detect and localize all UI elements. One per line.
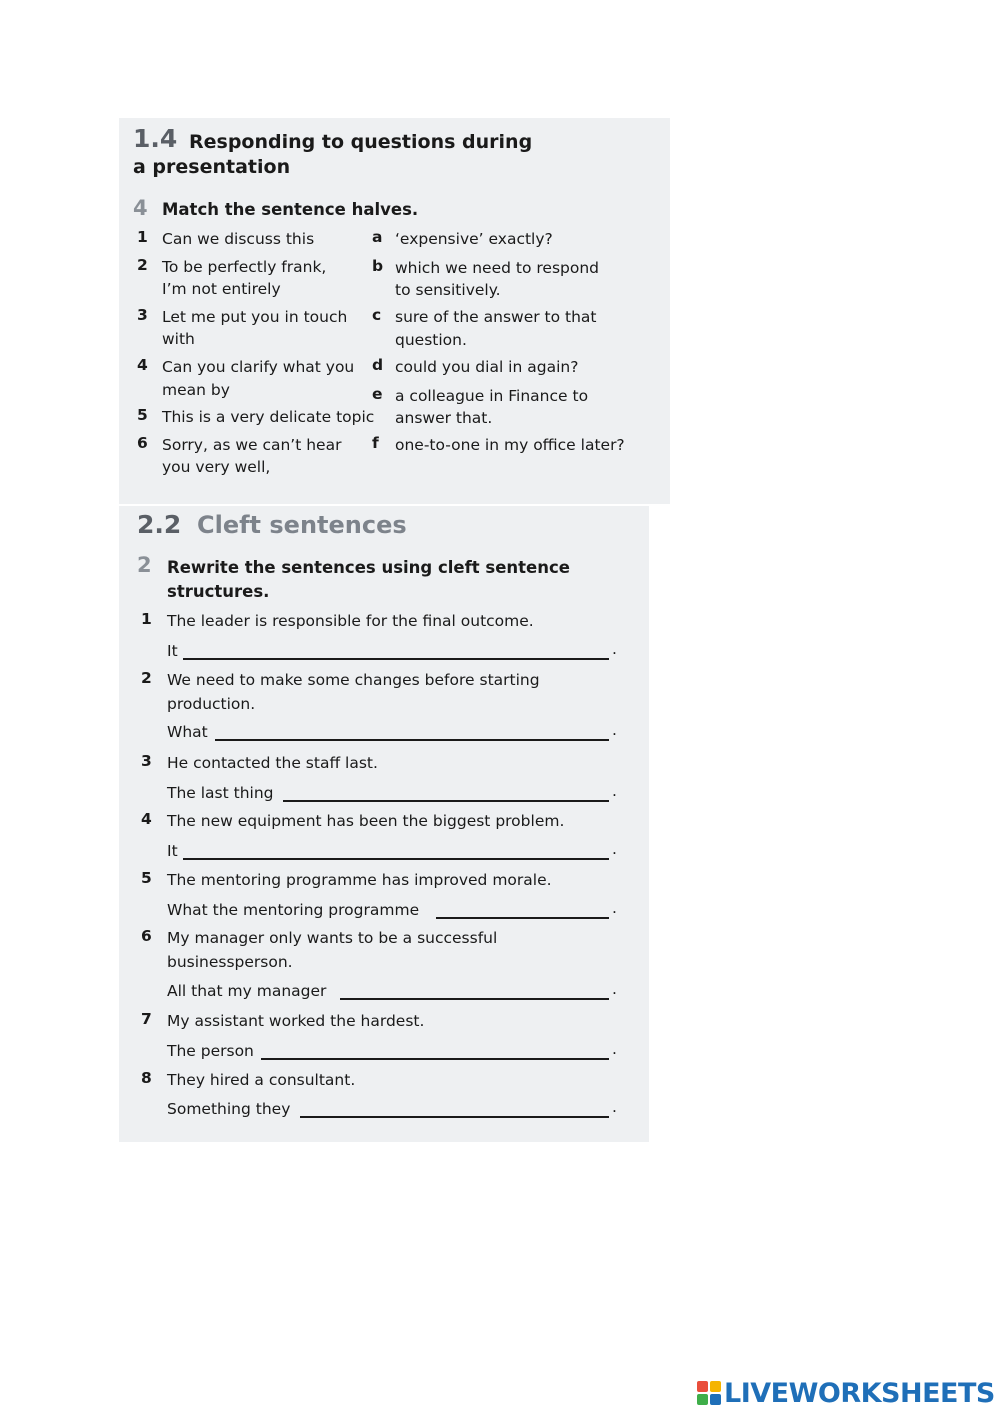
- match-left-text: This is a very delicate topic: [162, 408, 375, 426]
- answer-prompt: All that my manager: [167, 982, 327, 1000]
- match-right-text: one-to-one in my office later?: [395, 436, 625, 454]
- match-right-letter: d: [372, 356, 384, 374]
- sentence-end-mark: .: [612, 1040, 617, 1058]
- sentence-end-mark: .: [612, 1098, 617, 1116]
- match-left-text: Can you clarify what you: [162, 358, 355, 376]
- match-left-text: you very well,: [162, 458, 271, 476]
- answer-blank[interactable]: [215, 739, 609, 741]
- match-right-text: to sensitively.: [395, 281, 501, 299]
- section-title-line-1: Responding to questions during: [189, 131, 533, 153]
- answer-prompt: The last thing: [167, 784, 274, 802]
- match-left-text: mean by: [162, 381, 230, 399]
- match-right-text: could you dial in again?: [395, 358, 579, 376]
- answer-prompt: The person: [167, 1042, 254, 1060]
- answer-blank[interactable]: [183, 858, 609, 860]
- section-number: 1.4: [133, 124, 178, 153]
- match-right-letter: e: [372, 385, 383, 403]
- exercise-number: 2: [137, 553, 152, 577]
- match-right-text: question.: [395, 331, 467, 349]
- match-right-text: answer that.: [395, 409, 493, 427]
- exercise-instruction-line-2: structures.: [167, 582, 270, 601]
- match-left-text: Let me put you in touch: [162, 308, 348, 326]
- match-left-number: 6: [137, 434, 148, 452]
- sentence-end-mark: .: [612, 721, 617, 739]
- match-left-text: I’m not entirely: [162, 280, 281, 298]
- section-2-2-panel: [119, 506, 649, 1142]
- section-title-line-2: a presentation: [133, 156, 291, 178]
- exercise-instruction: Match the sentence halves.: [162, 200, 419, 219]
- match-right-letter: a: [372, 228, 383, 246]
- match-left-text: Sorry, as we can’t hear: [162, 436, 342, 454]
- match-right-text: a colleague in Finance to: [395, 387, 589, 405]
- liveworksheets-logo-icon: [697, 1381, 721, 1405]
- question-number: 5: [141, 869, 152, 887]
- answer-blank[interactable]: [261, 1058, 609, 1060]
- exercise-number: 4: [133, 196, 148, 220]
- question-text: My manager only wants to be a successful: [167, 929, 498, 947]
- sentence-end-mark: .: [612, 899, 617, 917]
- match-right-text: which we need to respond: [395, 259, 599, 277]
- sentence-end-mark: .: [612, 980, 617, 998]
- match-left-number: 3: [137, 306, 148, 324]
- question-text: The new equipment has been the biggest problem.: [167, 812, 565, 830]
- section-title: Cleft sentences: [197, 511, 407, 539]
- section-number: 2.2: [137, 510, 182, 539]
- section-1-4-panel: [119, 118, 670, 504]
- question-number: 1: [141, 610, 152, 628]
- match-left-text: Can we discuss this: [162, 230, 315, 248]
- match-right-letter: b: [372, 257, 384, 275]
- answer-blank[interactable]: [283, 800, 609, 802]
- match-left-text: To be perfectly frank,: [162, 258, 327, 276]
- match-left-number: 4: [137, 356, 148, 374]
- match-left-number: 5: [137, 406, 148, 424]
- match-right-letter: f: [372, 434, 379, 452]
- match-right-letter: c: [372, 306, 382, 324]
- answer-prompt: It: [167, 642, 178, 660]
- question-number: 2: [141, 669, 152, 687]
- match-right-text: sure of the answer to that: [395, 308, 597, 326]
- answer-prompt: What the mentoring programme: [167, 901, 420, 919]
- answer-prompt: What: [167, 723, 208, 741]
- question-text: We need to make some changes before starting: [167, 671, 540, 689]
- answer-prompt: Something they: [167, 1100, 291, 1118]
- question-number: 4: [141, 810, 152, 828]
- question-text: He contacted the staff last.: [167, 754, 378, 772]
- answer-blank[interactable]: [340, 998, 609, 1000]
- answer-blank[interactable]: [183, 658, 609, 660]
- match-left-number: 1: [137, 228, 148, 246]
- question-text: businessperson.: [167, 953, 293, 971]
- question-text: The leader is responsible for the final outcome.: [167, 612, 534, 630]
- sentence-end-mark: .: [612, 840, 617, 858]
- sentence-end-mark: .: [612, 640, 617, 658]
- question-text: My assistant worked the hardest.: [167, 1012, 425, 1030]
- question-text: They hired a consultant.: [167, 1071, 356, 1089]
- question-number: 3: [141, 752, 152, 770]
- question-number: 6: [141, 927, 152, 945]
- brand-name: LIVEWORKSHEETS: [724, 1378, 995, 1409]
- question-number: 8: [141, 1069, 152, 1087]
- question-text: production.: [167, 695, 256, 713]
- question-text: The mentoring programme has improved morale.: [167, 871, 552, 889]
- match-right-text: ‘expensive’ exactly?: [395, 230, 553, 248]
- sentence-end-mark: .: [612, 782, 617, 800]
- match-left-number: 2: [137, 256, 148, 274]
- match-left-text: with: [162, 330, 195, 348]
- exercise-instruction-line-1: Rewrite the sentences using cleft sentence: [167, 558, 570, 577]
- answer-prompt: It: [167, 842, 178, 860]
- question-number: 7: [141, 1010, 152, 1028]
- answer-blank[interactable]: [300, 1116, 609, 1118]
- answer-blank[interactable]: [436, 917, 609, 919]
